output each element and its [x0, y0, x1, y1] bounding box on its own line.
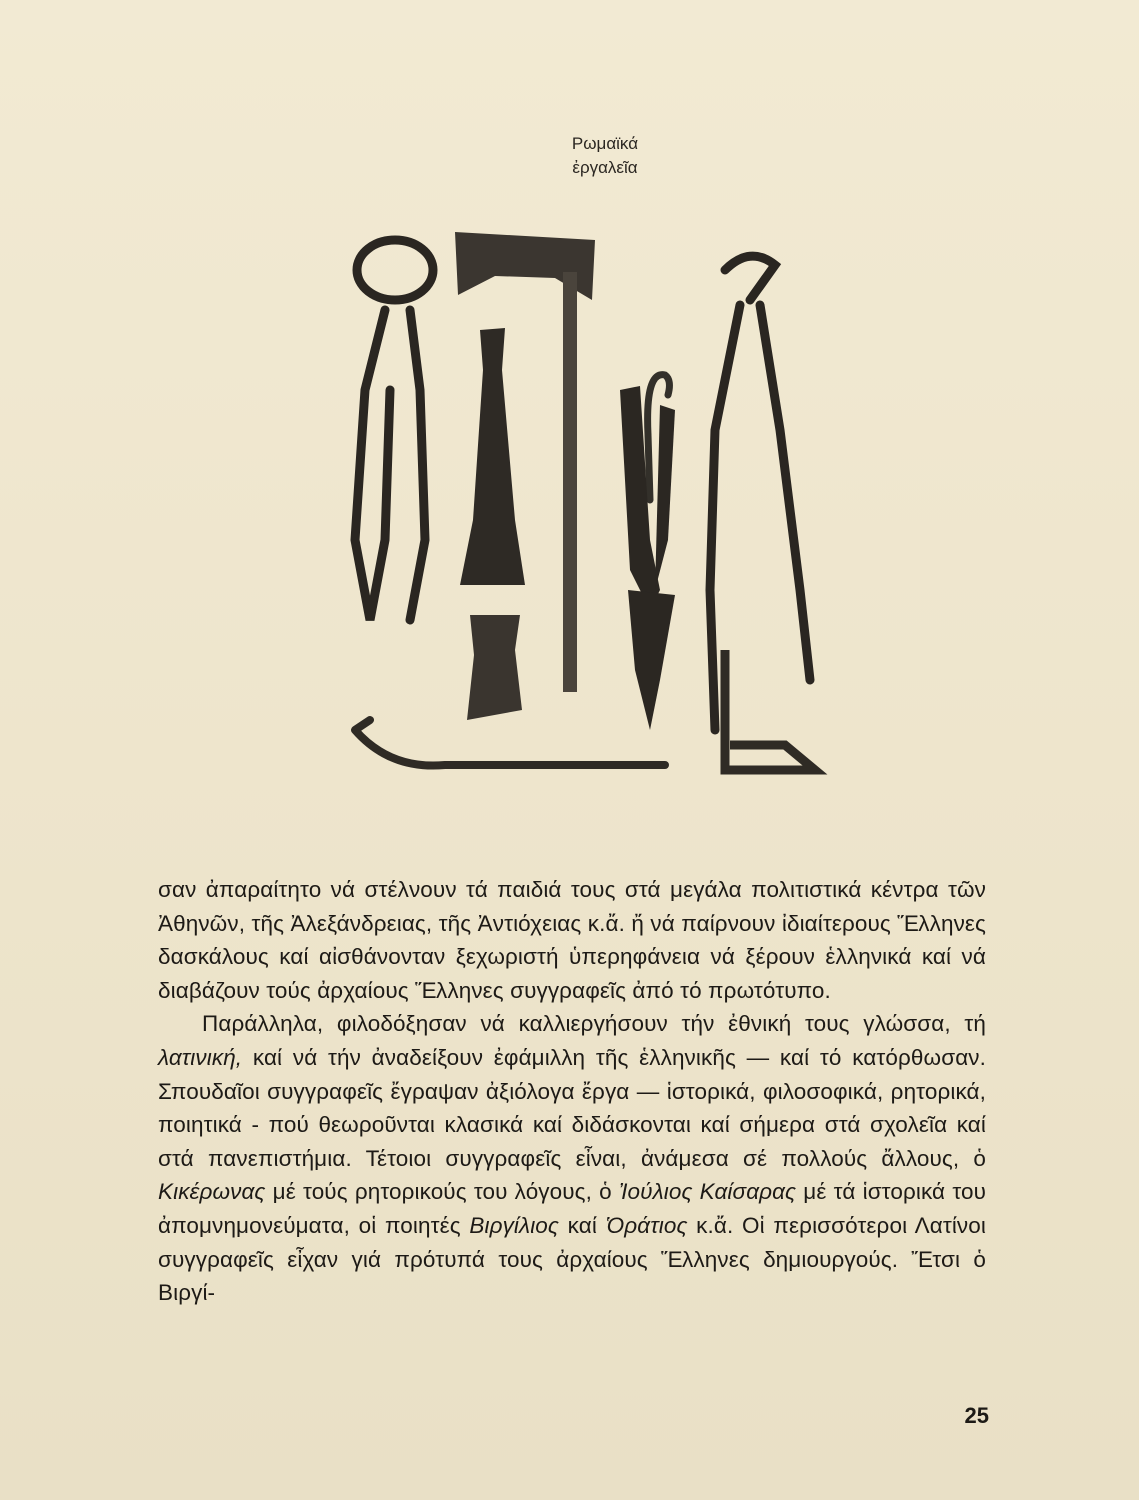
text-span: κ.ἄ. Οἱ περισσότεροι Λατίνοι συγγραφεῖς εἶχαν γιά πρότυπά τους ἀρχαίους Ἕλληνες δημιουργούς. Ἔτσι ὁ Βιργί-: [158, 1212, 986, 1306]
italic-term: λατινική,: [158, 1044, 243, 1070]
italic-name-virgil: Βιργίλιος: [469, 1212, 559, 1238]
text-span: καί νά τήν ἀναδείξουν ἐφάμιλλη τῆς ἑλληνικῆς — καί τό κατόρθωσαν. Σπουδαῖοι συγγραφεῖς ἔγραψαν ἀξιόλογα ἔργα — ἱστορικά, φιλοσοφικά, ρητορικά, ποιητικά - πού θεωροῦνται κλασικά καί διδάσκονται καί σήμερα στά σχολεῖα καί στά πανεπιστήμια. Τέτοιοι συγγραφεῖς εἶναι, ἀνάμεσα σέ πολλούς ἄλλους, ὁ: [158, 1044, 986, 1171]
sickle-icon: [355, 720, 665, 766]
text-span: καί: [558, 1212, 606, 1238]
pincers-icon: [355, 240, 433, 620]
square-icon: [725, 650, 815, 770]
chisel-icon: [460, 328, 525, 720]
paragraph-2: [158, 1007, 986, 1309]
italic-name-cicero: Κικέρωνας: [158, 1179, 266, 1205]
roman-tools-photo: [330, 210, 850, 850]
text-span: μέ τούς ρητορικούς του λόγους, ὁ: [265, 1179, 619, 1205]
text-span: μέ τά ἱστορικά του ἀπομνημονεύματα, οἱ ποιητές: [158, 1179, 987, 1238]
italic-name-caesar: Ἰούλιος Καίσαρας: [618, 1179, 797, 1205]
page-number: 25: [964, 1403, 989, 1428]
paragraph-1: σαν ἀπαραίτητο νά στέλνουν τά παιδιά τους στά μεγάλα πολιτιστικά κέντρα τῶν Ἀθηνῶν, τῆς Ἀλεξάνδρειας, τῆς Ἀντιόχειας κ.ἄ. ἤ νά παίρνουν ἰδιαίτερους Ἕλληνες δασκάλους καί αἰσθάνονταν ξεχωριστή ὑπερηφάνεια νά ξέρουν ἑλληνικά καί νά διαβάζουν τούς ἀρχαίους Ἕλληνες συγγραφεῖς ἀπό τό πρωτότυπο.: [158, 877, 986, 1003]
caption-line-1: Ρωμαϊκά: [571, 134, 639, 153]
text-span: Παράλληλα, φιλοδόξησαν νά καλλιεργήσουν τήν ἐθνική τους γλώσσα, τή: [202, 1011, 986, 1037]
body-text: [158, 873, 986, 1310]
figure-caption: [560, 132, 650, 180]
caption-line-2: ἐργαλεῖα: [572, 158, 638, 177]
italic-name-horace: Ὁράτιος: [605, 1212, 688, 1238]
